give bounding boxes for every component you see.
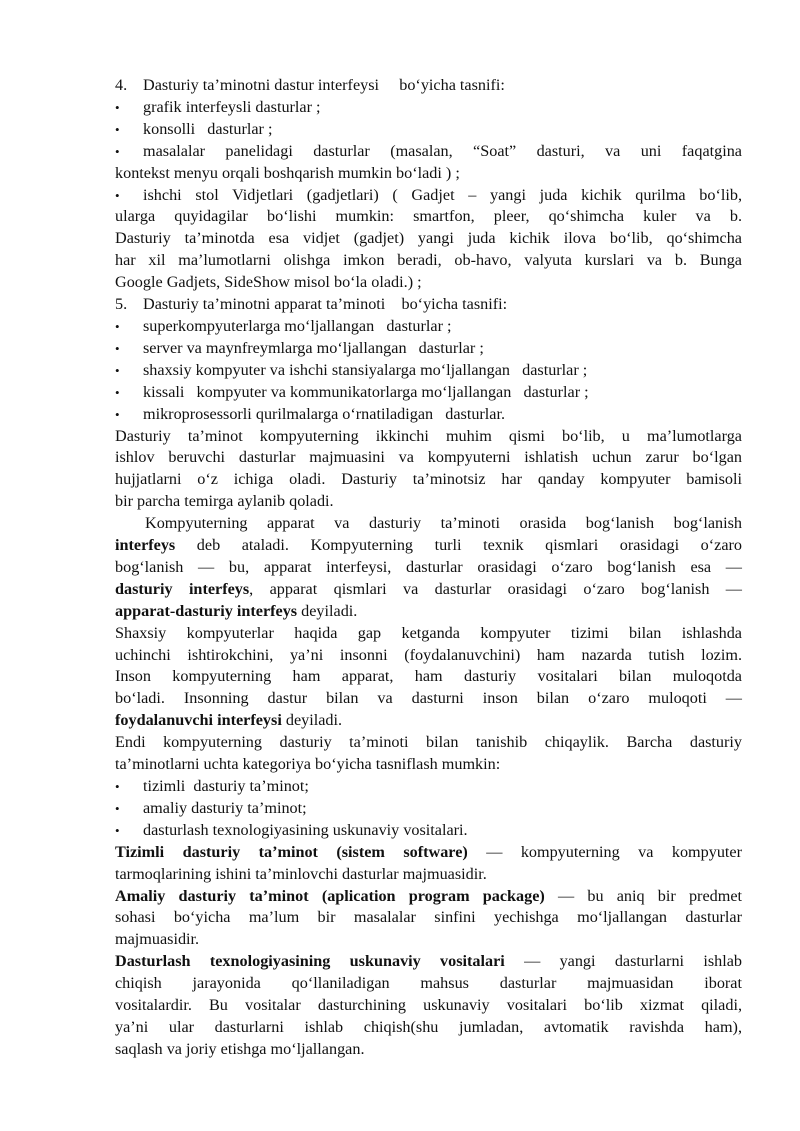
paragraph-line: ya’ni ular dasturlarni ishlab chiqish(shu jumladan, avtomatik ravishda ham), — [115, 1017, 742, 1036]
paragraph-line: bir parcha temirga aylanib qoladi. — [115, 492, 334, 511]
paragraph-line: Amaliy dasturiy ta’minot (aplication program package) — bu aniq bir predmet — [115, 886, 743, 905]
paragraph-line: interfeys deb ataladi. Kompyuterning turli texnik qismlari orasidagi o‘zaro — [115, 536, 742, 555]
paragraph-line: ta’minotlarni uchta kategoriya bo‘yicha tasniflash mumkin: — [115, 755, 501, 774]
paragraph-line: tarmoqlarining ishini ta’minlovchi dasturlar majmuasidir. — [115, 864, 487, 883]
list-item: • amaliy dasturiy ta’minot; — [115, 798, 742, 820]
list-item-continuation: ularga quyidagilar bo‘lishi mumkin: smartfon, pleer, qo‘shimcha kuler va b. — [115, 207, 742, 226]
paragraph-line: saqlash va joriy etishga mo‘ljallangan. — [115, 1039, 365, 1058]
paragraph-line: uchinchi ishtirokchini, ya’ni insonni (foydalanuvchini) ham nazarda tutish lozim. — [115, 645, 742, 664]
list-item: • grafik interfeysli dasturlar ; — [115, 97, 742, 119]
bullet-icon: • — [115, 800, 120, 816]
paragraph-line: Tizimli dasturiy ta’minot (sistem software) — kompyuterning va kompyuter — [115, 842, 742, 861]
paragraph-line: chiqish jarayonida qo‘llaniladigan mahsus dasturlar majmuasidan iborat — [115, 974, 742, 993]
paragraph-line: apparat-dasturiy interfeys deyiladi. — [115, 601, 358, 620]
paragraph-line: bog‘lanish — bu, apparat interfeysi, dasturlar orasidagi o‘zaro bog‘lanish esa — — [115, 557, 742, 576]
paragraph-line: foydalanuvchi interfeysi deyiladi. — [115, 711, 343, 730]
list-item-continuation: Google Gadjets, SideShow misol bo‘la oladi.) ; — [115, 273, 422, 292]
bullet-icon: • — [115, 384, 120, 400]
term-bold: apparat-dasturiy interfeys — [115, 601, 298, 620]
list-item: • superkompyuterlarga mo‘ljallangan dasturlar ; — [115, 316, 742, 338]
document-page — [115, 75, 742, 1061]
paragraph-line: majmuasidir. — [115, 930, 200, 949]
section-4-heading: 4. Dasturiy ta’minotni dastur interfeysi bo‘yicha tasnifi: — [115, 75, 742, 97]
term-bold: Dasturlash texnologiyasining uskunaviy vositalari — [115, 952, 505, 971]
list-item: • dasturlash texnologiyasining uskunaviy vositalari. — [115, 820, 742, 842]
term-bold: Amaliy dasturiy ta’minot (aplication program package) — [115, 886, 545, 905]
list-item-continuation: Dasturiy ta’minotda esa vidjet (gadjet) yangi juda kichik ilova bo‘lib, qo‘shimcha — [115, 229, 742, 248]
list-item: • kissali kompyuter va kommunikatorlarga mo‘ljallangan dasturlar ; — [115, 382, 742, 404]
section-5-heading: 5. Dasturiy ta’minotni apparat ta’minoti bo‘yicha tasnifi: — [115, 294, 742, 316]
list-item: • masalalar panelidagi dasturlar (masalan, “Soat” dasturi, va uni faqatgina — [115, 141, 742, 163]
bullet-icon: • — [115, 340, 120, 356]
bullet-icon: • — [115, 362, 120, 378]
bullet-icon: • — [115, 187, 120, 203]
paragraph-line: vositalardir. Bu vositalar dasturchining uskunaviy vositalari bo‘lib xizmat qiladi, — [115, 996, 742, 1015]
paragraph-line: Dasturlash texnologiyasining uskunaviy vositalari — yangi dasturlarni ishlab — [115, 952, 742, 971]
bullet-icon: • — [115, 143, 120, 159]
bullet-icon: • — [115, 822, 120, 838]
list-item: • shaxsiy kompyuter va ishchi stansiyalarga mo‘ljallangan dasturlar ; — [115, 360, 742, 382]
paragraph-line: bo‘ladi. Insonning dastur bilan va dasturni inson bilan o‘zaro muloqoti — — [115, 689, 742, 708]
paragraph-line: Shaxsiy kompyuterlar haqida gap ketganda kompyuter tizimi bilan ishlashda — [115, 623, 742, 642]
paragraph-line: Endi kompyuterning dasturiy ta’minoti bilan tanishib chiqaylik. Barcha dasturiy — [115, 733, 742, 752]
list-item: • konsolli dasturlar ; — [115, 119, 742, 141]
list-item: • ishchi stol Vidjetlari (gadjetlari) ( Gadjet – yangi juda kichik qurilma bo‘lib, — [115, 185, 742, 207]
paragraph-line: dasturiy interfeys, apparat qismlari va dasturlar orasidagi o‘zaro bog‘lanish — — [115, 579, 742, 598]
paragraph-line: sohasi bo‘yicha ma’lum bir masalalar sinfini yechishga mo‘ljallangan dasturlar — [115, 908, 742, 927]
term-bold: Tizimli dasturiy ta’minot (sistem software) — [115, 842, 468, 861]
term-bold: interfeys — [115, 536, 176, 555]
paragraph-line: ishlov beruvchi dasturlar majmuasini va kompyuterni ishlatish uchun zarur bo‘lgan — [115, 448, 742, 467]
paragraph-line: Inson kompyuterning ham apparat, ham dasturiy vositalari bilan muloqotda — [115, 667, 742, 686]
list-item-continuation: har xil ma’lumotlarni olishga imkon beradi, ob-havo, valyuta kurslari va b. Bunga — [115, 251, 742, 270]
list-item: • mikroprosessorli qurilmalarga o‘rnatiladigan dasturlar. — [115, 404, 742, 426]
section-number: 5. — [115, 295, 128, 314]
bullet-icon: • — [115, 121, 120, 137]
term-bold: dasturiy interfeys — [115, 579, 250, 598]
bullet-icon: • — [115, 779, 120, 794]
list-item-continuation: kontekst menyu orqali boshqarish mumkin bo‘ladi ) ; — [115, 163, 460, 182]
term-bold: foydalanuvchi interfeysi — [115, 711, 282, 730]
section-number: 4. — [115, 76, 128, 94]
paragraph-line: Dasturiy ta’minot kompyuterning ikkinchi muhim qismi bo‘lib, u ma’lumotlarga — [115, 426, 742, 445]
list-item: • tizimli dasturiy ta’minot; — [115, 776, 742, 798]
list-item: • server va maynfreymlarga mo‘ljallangan dasturlar ; — [115, 338, 742, 360]
paragraph-line: Kompyuterning apparat va dasturiy ta’minoti orasida bog‘lanish bog‘lanish — [145, 514, 742, 533]
bullet-icon: • — [115, 318, 120, 334]
bullet-icon: • — [115, 99, 120, 115]
bullet-icon: • — [115, 406, 120, 422]
paragraph-line: hujjatlarni o‘z ichiga oladi. Dasturiy ta’minotsiz har qanday kompyuter bamisoli — [115, 470, 742, 489]
